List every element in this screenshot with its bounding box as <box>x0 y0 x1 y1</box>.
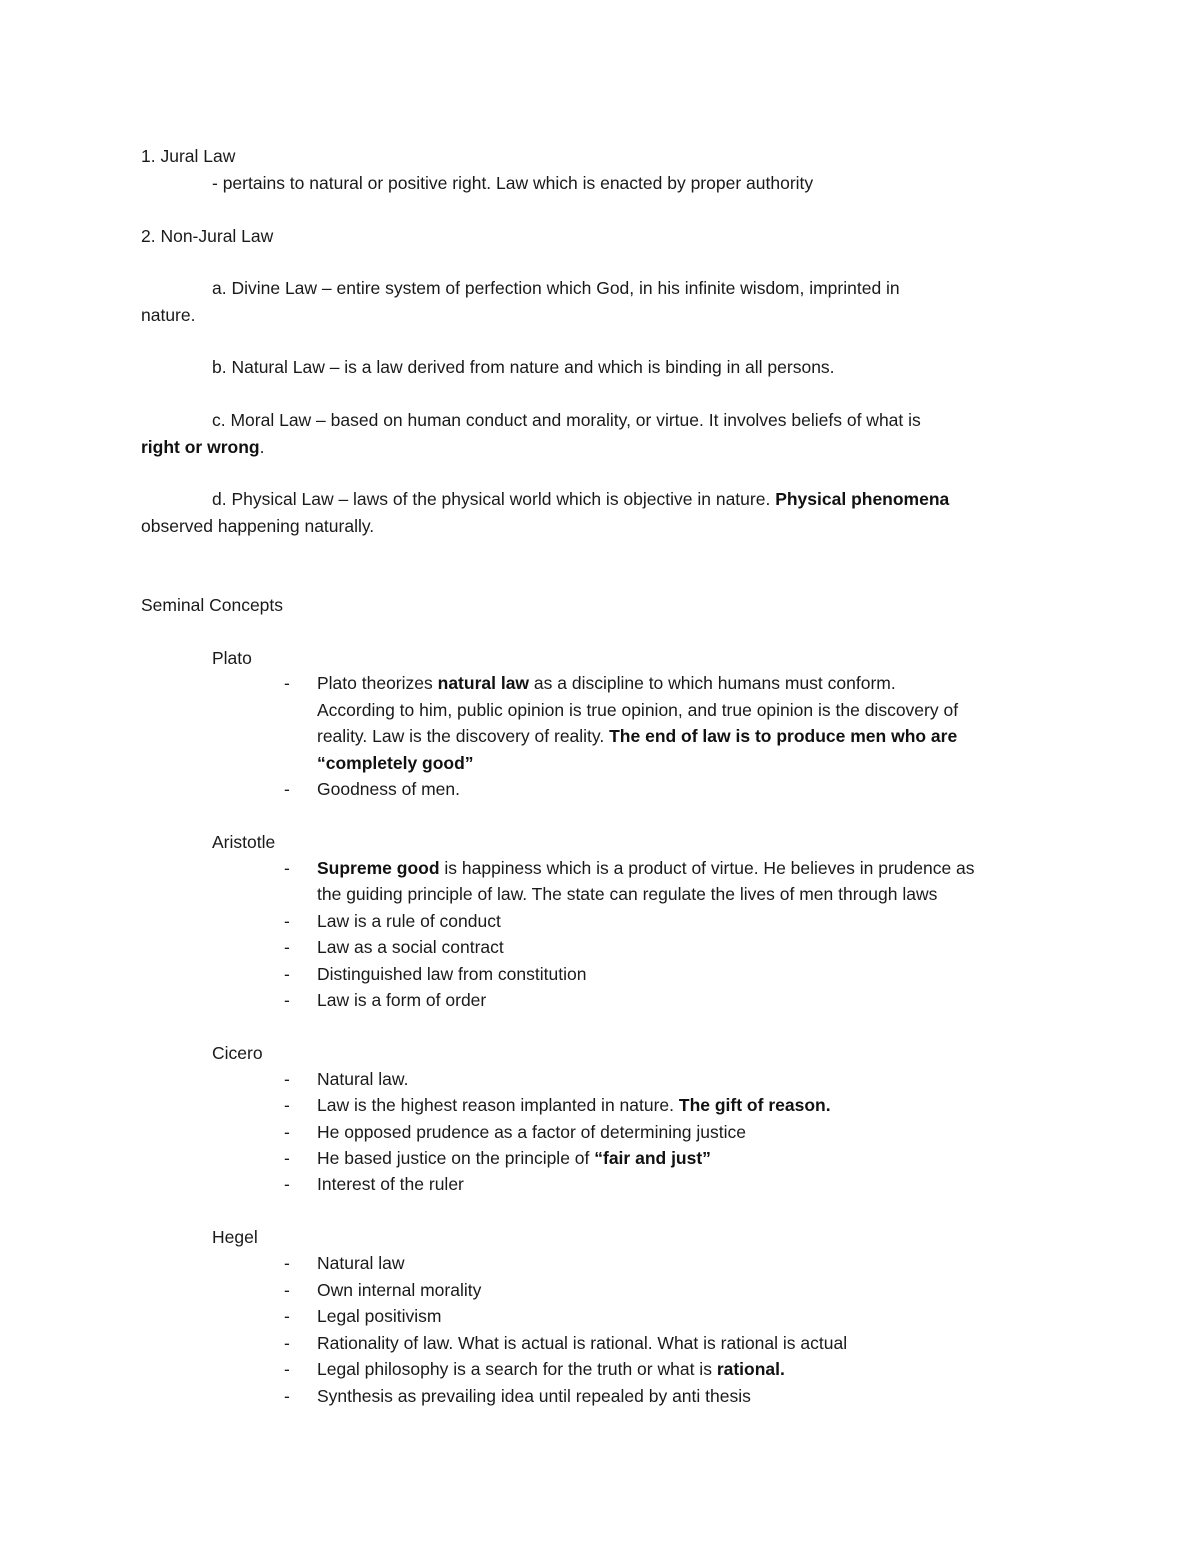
plato-bullet-1-line-2: According to him, public opinion is true opinion, and true opinion is the discovery of <box>317 700 959 720</box>
bullet-dash: - <box>284 911 290 931</box>
cicero-bullet-1: Natural law. <box>317 1069 409 1089</box>
bullet-dash: - <box>284 858 290 878</box>
bullet-dash: - <box>284 1333 290 1353</box>
plain-text: . <box>259 437 265 457</box>
aristotle-bullet-5: Law is a form of order <box>317 990 487 1010</box>
emphasis-text: The gift of reason. <box>678 1095 831 1115</box>
philosopher-name-hegel: Hegel <box>212 1227 258 1247</box>
emphasis-text: Supreme good <box>317 858 440 878</box>
aristotle-bullet-4: Distinguished law from constitution <box>317 964 587 984</box>
bullet-dash: - <box>284 1253 290 1273</box>
philosopher-name-cicero: Cicero <box>212 1043 263 1063</box>
plain-text: d. Physical Law – laws of the physical world which is objective in nature. <box>212 489 776 509</box>
bullet-dash: - <box>284 1359 290 1379</box>
aristotle-bullet-3: Law as a social contract <box>317 937 504 957</box>
plain-text: Legal philosophy is a search for the truth or what is <box>317 1359 717 1379</box>
bullet-dash: - <box>284 1280 290 1300</box>
hegel-bullet-5 <box>317 1359 785 1379</box>
plato-bullet-1-line-3 <box>317 726 957 746</box>
physical-law-line-2: observed happening naturally. <box>141 516 375 536</box>
plain-text: Plato theorizes <box>317 673 438 693</box>
plato-bullet-2: Goodness of men. <box>317 779 460 799</box>
bullet-dash: - <box>284 1148 290 1168</box>
moral-law-line-2 <box>141 437 264 457</box>
philosopher-name-plato: Plato <box>212 648 252 668</box>
emphasis-text: right or wrong <box>141 437 260 457</box>
bullet-dash: - <box>284 1174 290 1194</box>
jural-law-definition: - pertains to natural or positive right. Law which is enacted by proper authority <box>212 173 814 193</box>
section-title: Seminal Concepts <box>141 595 284 615</box>
cicero-bullet-3: He opposed prudence as a factor of determining justice <box>317 1122 747 1142</box>
bullet-dash: - <box>284 1386 290 1406</box>
bullet-dash: - <box>284 1095 290 1115</box>
aristotle-bullet-2: Law is a rule of conduct <box>317 911 501 931</box>
cicero-bullet-2 <box>317 1095 831 1115</box>
plato-bullet-1-line-1 <box>317 673 896 693</box>
jural-law-heading: 1. Jural Law <box>141 146 236 166</box>
emphasis-text: The end of law is to produce men who are <box>609 726 958 746</box>
natural-law-line-1: b. Natural Law – is a law derived from nature and which is binding in all persons. <box>212 357 835 377</box>
cicero-bullet-4 <box>317 1148 711 1168</box>
bullet-dash: - <box>284 1069 290 1089</box>
physical-law-line-1 <box>212 489 949 509</box>
plain-text: He based justice on the principle of <box>317 1148 595 1168</box>
philosopher-name-aristotle: Aristotle <box>212 832 276 852</box>
plain-text: is happiness which is a product of virtue. He believes in prudence as <box>439 858 975 878</box>
non-jural-law-heading: 2. Non-Jural Law <box>141 226 274 246</box>
emphasis-text: natural law <box>437 673 530 693</box>
emphasis-text: “fair and just” <box>594 1148 711 1168</box>
bullet-dash: - <box>284 990 290 1010</box>
aristotle-bullet-1-line-1 <box>317 858 975 878</box>
bullet-dash: - <box>284 937 290 957</box>
hegel-bullet-1: Natural law <box>317 1253 405 1273</box>
plain-text: as a discipline to which humans must conform. <box>529 673 896 693</box>
plain-text: reality. Law is the discovery of reality. <box>317 726 610 746</box>
emphasis-text: rational. <box>716 1359 785 1379</box>
hegel-bullet-4: Rationality of law. What is actual is rational. What is rational is actual <box>317 1333 848 1353</box>
bullet-dash: - <box>284 1122 290 1142</box>
bullet-dash: - <box>284 1306 290 1326</box>
aristotle-bullet-1-line-2: the guiding principle of law. The state can regulate the lives of men through laws <box>317 884 938 904</box>
bullet-dash: - <box>284 673 290 693</box>
divine-law-line-2: nature. <box>141 305 196 325</box>
bullet-dash: - <box>284 779 290 799</box>
plato-bullet-1-line-4 <box>317 753 474 773</box>
emphasis-text: Physical phenomena <box>775 489 950 509</box>
bullet-dash: - <box>284 964 290 984</box>
plain-text: Law is the highest reason implanted in nature. <box>317 1095 679 1115</box>
divine-law-line-1: a. Divine Law – entire system of perfection which God, in his infinite wisdom, imprinted in <box>212 278 900 298</box>
emphasis-text: “completely good” <box>317 753 474 773</box>
moral-law-line-1: c. Moral Law – based on human conduct and morality, or virtue. It involves beliefs of what is <box>212 410 921 430</box>
hegel-bullet-3: Legal positivism <box>317 1306 442 1326</box>
cicero-bullet-5: Interest of the ruler <box>317 1174 464 1194</box>
hegel-bullet-2: Own internal morality <box>317 1280 482 1300</box>
hegel-bullet-6: Synthesis as prevailing idea until repealed by anti thesis <box>317 1386 751 1406</box>
